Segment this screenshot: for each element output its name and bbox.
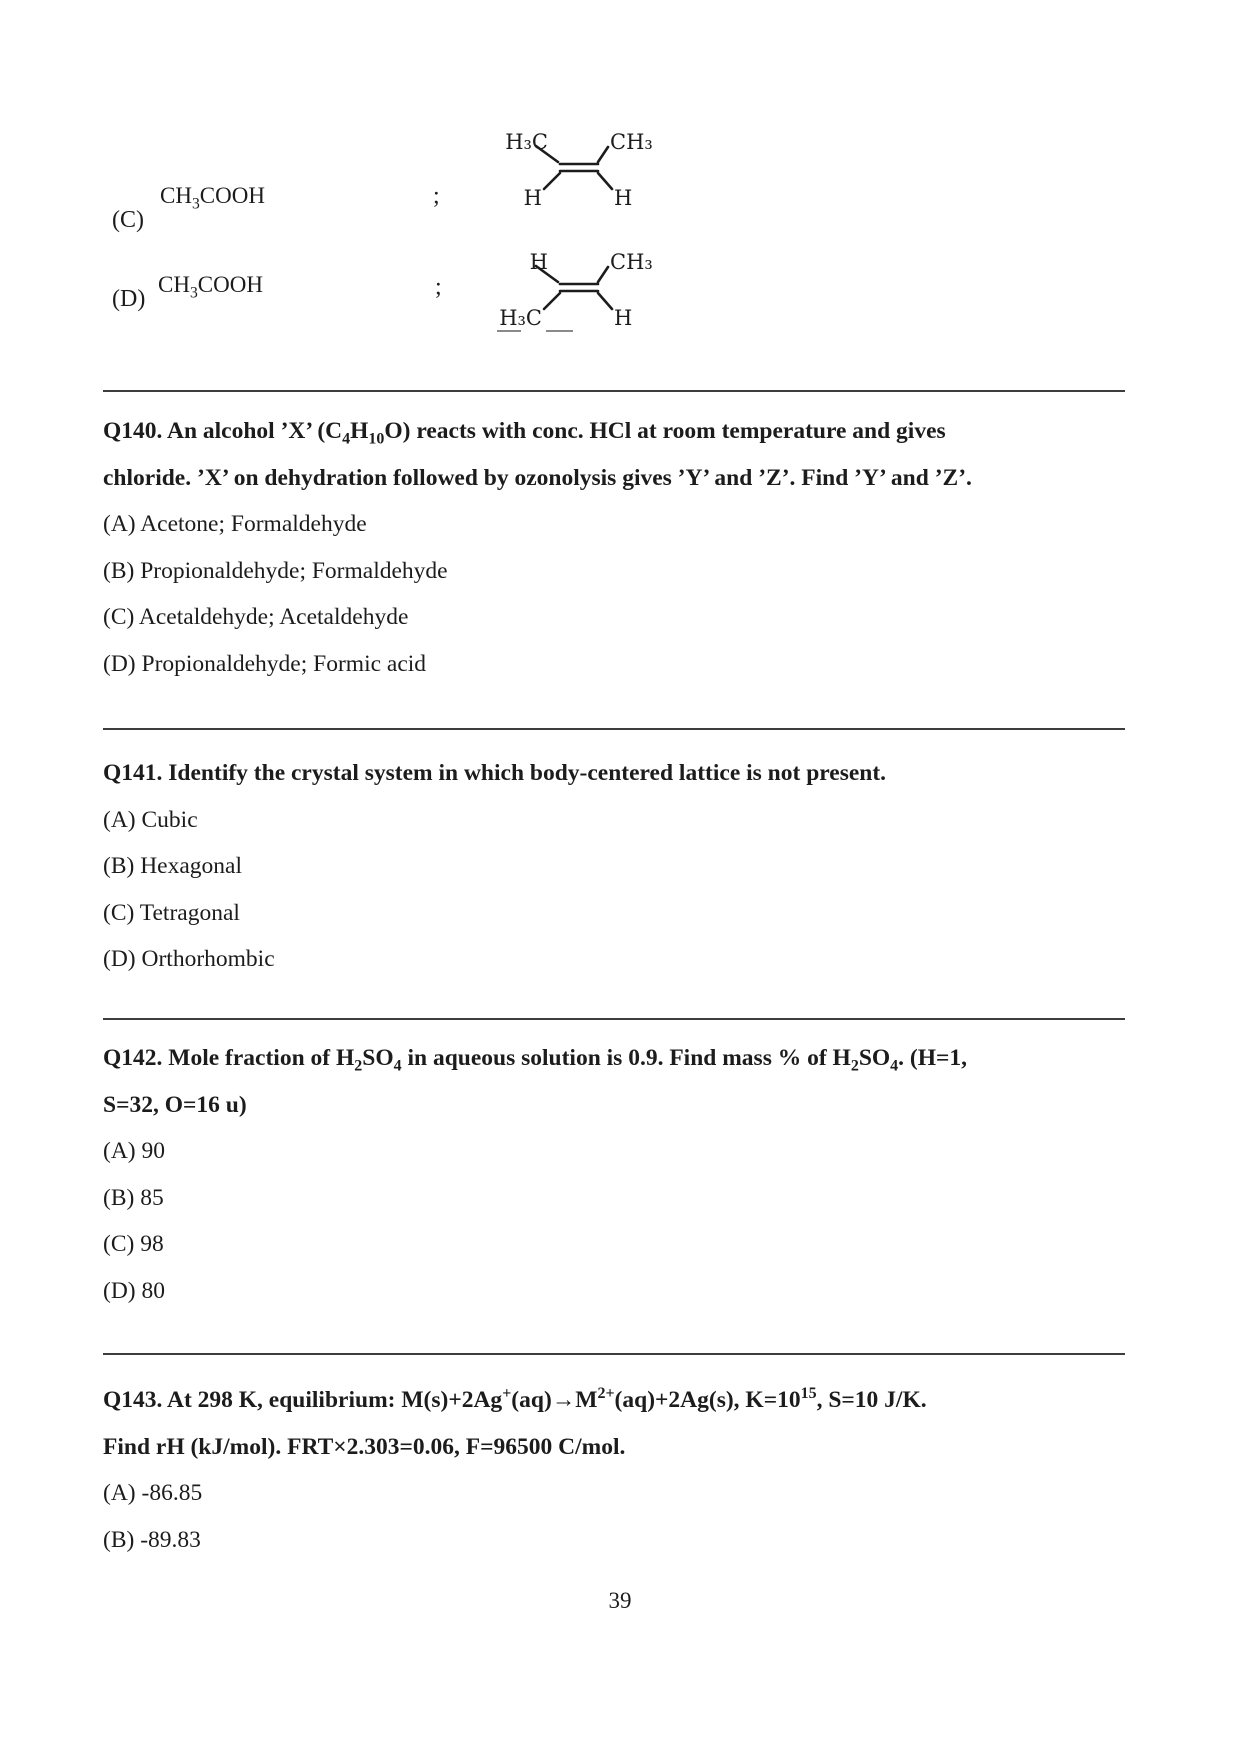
section-divider [103, 1018, 1125, 1020]
question-q143 [103, 1377, 927, 1563]
answer-option: (A) Acetone; Formaldehyde [103, 511, 367, 537]
option-c-label: (C) [112, 207, 144, 233]
scan-artifact-dash [497, 330, 521, 332]
question-heading-line: Find rH (kJ/mol). FRT×2.303=0.06, F=96500 C/mol. [103, 1433, 626, 1460]
question-heading-line: Q143. At 298 K, equilibrium: $M(s)+2Ag^+(aq)\to M^{2+}(aq)+2Ag(s)$, $K=10^{15}$, S=10 J/K. [103, 1385, 927, 1413]
atom-label-topright: CH₃ [610, 250, 653, 274]
cis-2-butene-structure [470, 118, 670, 213]
scan-artifact-dash [546, 330, 573, 332]
question-heading-line: Q140. An alcohol ’X’ $(C_4H_{10}O)$ reacts with conc. HCl at room temperature and gives [103, 418, 946, 448]
atom-label-bottomright: H [614, 306, 633, 330]
answer-option: (A) Cubic [103, 806, 198, 833]
answer-option: (C) Tetragonal [103, 899, 240, 926]
trans-2-butene-structure [470, 238, 670, 333]
answer-option: (C) Acetaldehyde; Acetaldehyde [103, 604, 409, 630]
bond-bottomleft [544, 173, 560, 189]
answer-option: (B) Propionaldehyde; Formaldehyde [103, 557, 448, 584]
question-q141 [103, 750, 886, 983]
answer-option: (A) 90 [103, 1138, 165, 1164]
option-c-formula: $CH_3COOH$ [160, 183, 265, 213]
question-heading-line: Q141. Identify the crystal system in which body-centered lattice is not present. [103, 760, 887, 786]
option-c-separator: ; [433, 183, 440, 209]
answer-option: (A) -86.85 [103, 1480, 203, 1506]
answer-option: (B) -89.83 [103, 1526, 201, 1553]
atom-label-bottomleft: H [523, 186, 542, 210]
bond-bottomright [598, 293, 612, 309]
bond-bottomleft [544, 293, 560, 309]
bond-topright [598, 147, 608, 162]
option-d-formula: $CH_3COOH$ [158, 272, 263, 302]
answer-option: (C) 98 [103, 1231, 164, 1257]
section-divider [103, 728, 1125, 730]
atom-label-bottomleft: H₃C [499, 306, 542, 330]
bond-bottomright [598, 173, 612, 189]
atom-label-topright: CH₃ [610, 130, 653, 154]
atom-label-topleft: H₃C [505, 130, 548, 154]
question-q142 [103, 1035, 967, 1314]
question-heading-line: S=32, O=16 u) [103, 1091, 247, 1118]
option-d-separator: ; [435, 274, 442, 300]
page-number: 39 [608, 1588, 632, 1613]
question-heading-line: chloride. ’X’ on dehydration followed by ozonolysis gives ’Y’ and ’Z’. Find ’Y’ and ’Z’. [103, 464, 972, 491]
answer-option: (B) Hexagonal [103, 853, 242, 879]
answer-option: (D) Orthorhombic [103, 946, 275, 972]
atom-label-topleft: H [529, 250, 548, 274]
section-divider [103, 390, 1125, 392]
question-q140 [103, 408, 972, 687]
option-d-label: (D) [112, 286, 146, 312]
atom-label-bottomright: H [614, 186, 633, 210]
question-heading-line: Q142. Mole fraction of $H_2SO_4$ in aqueous solution is 0.9. Find mass % of $H_2SO_4$. (H=1, [103, 1045, 968, 1075]
answer-option: (D) 80 [103, 1277, 165, 1304]
answer-option: (D) Propionaldehyde; Formic acid [103, 650, 427, 677]
answer-option: (B) 85 [103, 1184, 164, 1211]
section-divider [103, 1353, 1125, 1355]
bond-topright [598, 267, 608, 282]
